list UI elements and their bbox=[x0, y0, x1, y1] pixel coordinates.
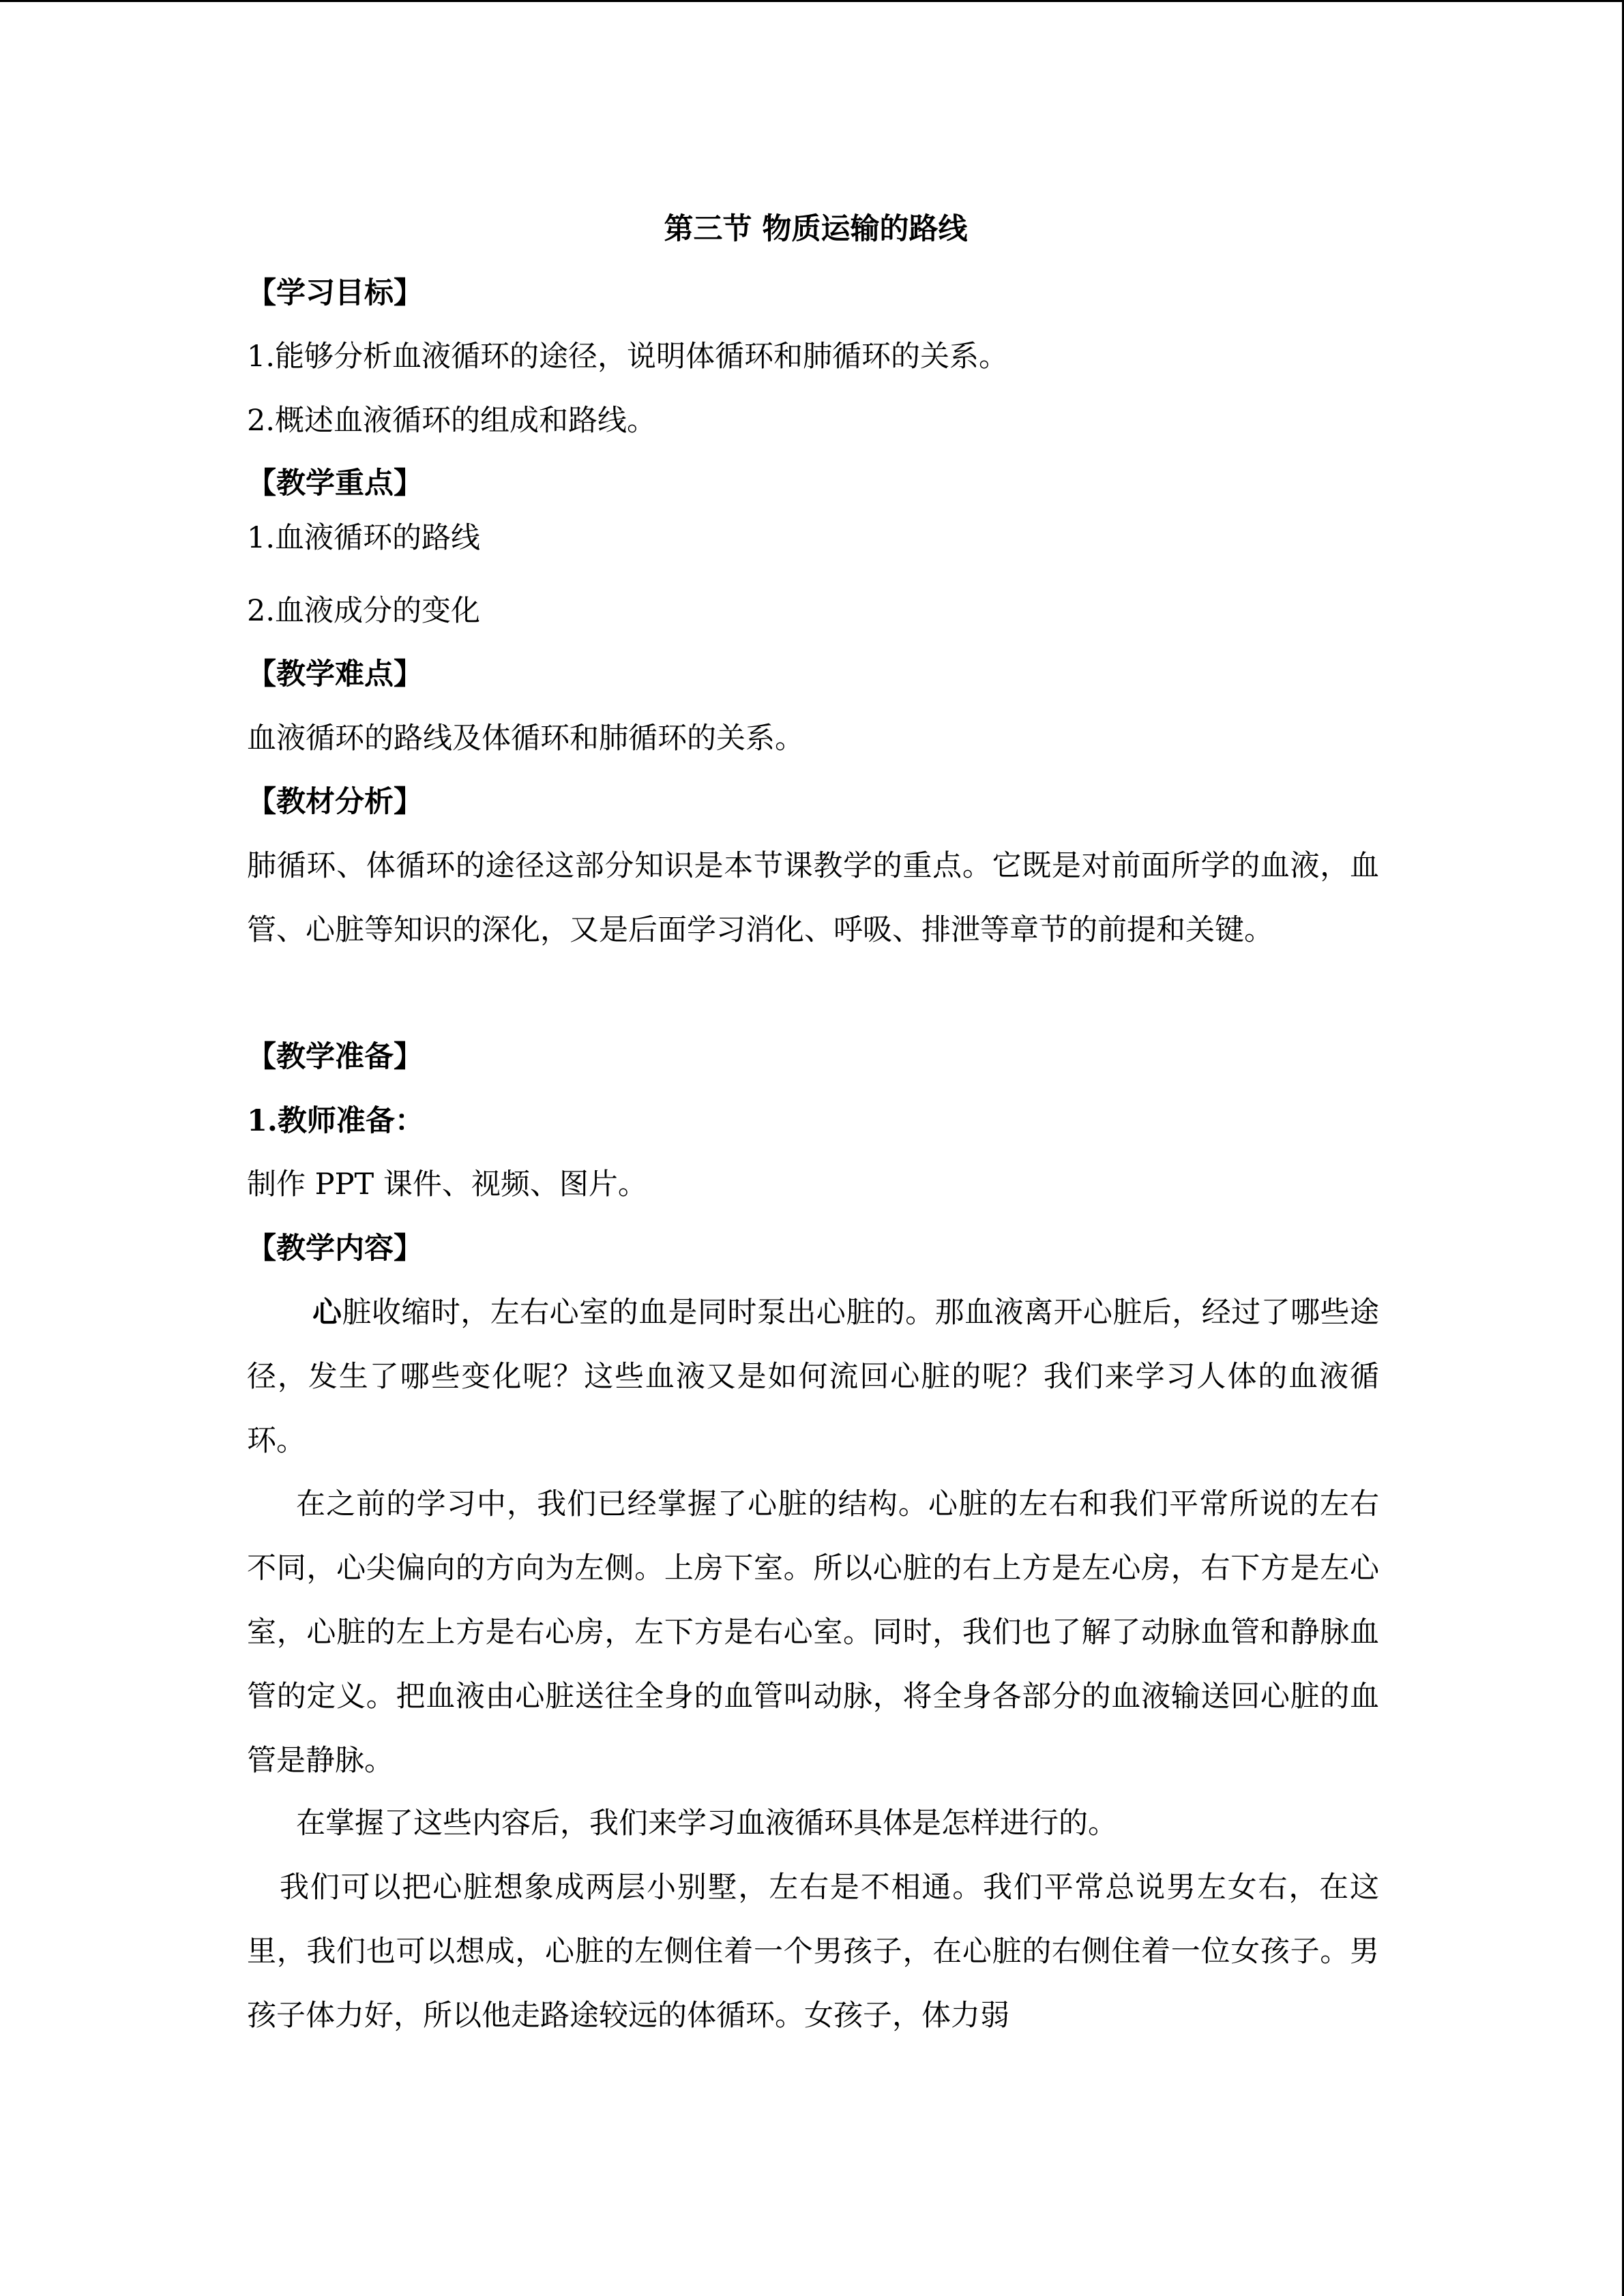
difficulties-text: 血液循环的路线及体循环和肺循环的关系。 bbox=[247, 721, 804, 756]
analysis-paragraph: 肺循环、体循环的途径这部分知识是本节课教学的重点。它既是对前面所学的血液，血管、心脏等知识的深化，又是后面学习消化、呼吸、排泄等章节的前提和关键。 bbox=[247, 849, 1379, 947]
analysis-heading: 【教材分析】 bbox=[247, 785, 423, 819]
key-point-item-2: 2.血液成分的变化 bbox=[247, 594, 481, 628]
objectives-heading: 【学习目标】 bbox=[247, 276, 423, 310]
objective-item-2: 2.概述血液循环的组成和路线。 bbox=[247, 404, 657, 438]
page-top-border bbox=[0, 0, 1624, 2]
teacher-preparation-label: 1.教师准备： bbox=[247, 1104, 424, 1138]
key-point-item-1: 1.血液循环的路线 bbox=[247, 521, 481, 555]
content-paragraph-1 bbox=[247, 1281, 1379, 1473]
content-paragraph-4: 我们可以把心脏想象成两层小别墅，左右是不相通。我们平常总说男左女右，在这里，我们也可以想成，心脏的左侧住着一个男孩子，在心脏的右侧住着一位女孩子。男孩子体力好，所以他走路途较远的体循环。女孩子，体力弱 bbox=[247, 1870, 1379, 2033]
content-paragraph-2: 在之前的学习中，我们已经掌握了心脏的结构。心脏的左右和我们平常所说的左右不同，心尖偏向的方向为左侧。上房下室。所以心脏的右上方是左心房，右下方是左心室，心脏的左上方是右心房，左下方是右心室。同时，我们也了解了动脉血管和静脉血管的定义。把血液由心脏送往全身的血管叫动脉，将全身各部分的血液输送回心脏的血管是静脉。 bbox=[247, 1487, 1379, 1778]
content-paragraph-3: 在掌握了这些内容后，我们来学习血液循环具体是怎样进行的。 bbox=[296, 1806, 1117, 1840]
key-points-heading: 【教学重点】 bbox=[247, 466, 423, 501]
objective-item-1: 1.能够分析血液循环的途径，说明体循环和肺循环的关系。 bbox=[247, 340, 1009, 374]
page-title: 第三节 物质运输的路线 bbox=[664, 212, 968, 246]
teacher-preparation-text: 制作 PPT 课件、视频、图片。 bbox=[247, 1167, 647, 1202]
preparation-heading: 【教学准备】 bbox=[247, 1040, 423, 1074]
paragraph-1-lead: 心 bbox=[312, 1296, 342, 1330]
difficulties-heading: 【教学难点】 bbox=[247, 657, 423, 691]
content-heading: 【教学内容】 bbox=[247, 1232, 423, 1266]
paragraph-1-rest: 脏收缩时，左右心室的血是同时泵出心脏的。那血液离开心脏后，经过了哪些途径，发生了哪些变化呢？这些血液又是如何流回心脏的呢？我们来学习人体的血液循环。 bbox=[247, 1296, 1380, 1458]
